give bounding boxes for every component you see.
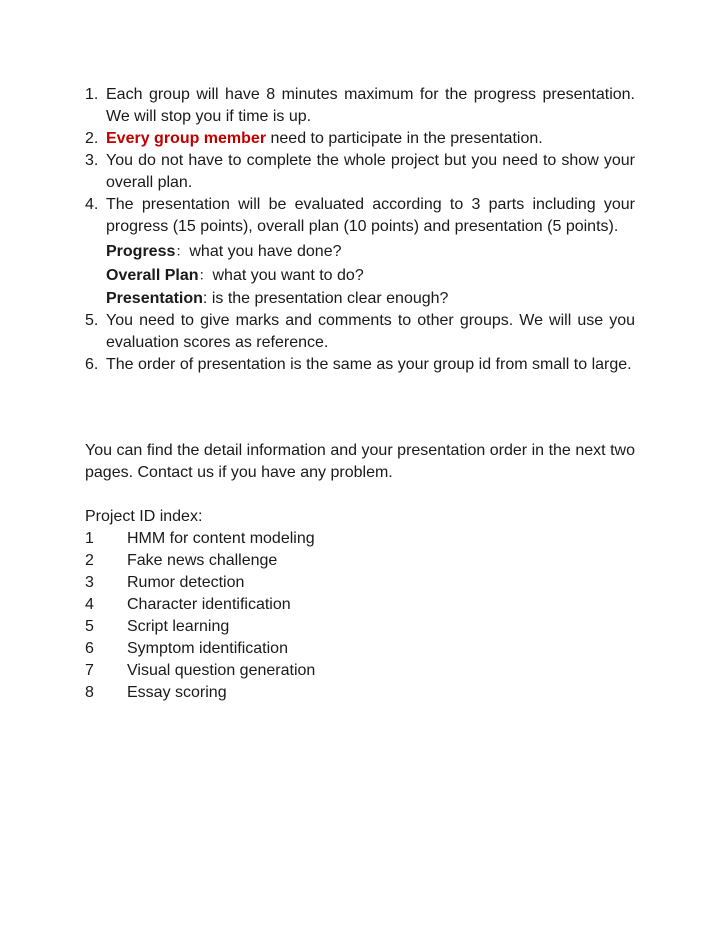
rule-item — [85, 128, 635, 150]
criterion-label: Presentation — [106, 290, 203, 307]
rule-text: The presentation will be evaluated according to 3 parts including your progress (15 points), overall plan (10 points) and presentation (5 points). — [106, 196, 635, 235]
rules-list — [85, 84, 635, 376]
rule-number: 2. — [85, 130, 99, 147]
criterion-separator: ： — [198, 268, 213, 284]
project-name: Visual question generation — [127, 662, 316, 679]
project-row — [85, 550, 485, 572]
criteria-list — [106, 240, 635, 310]
project-id: 7 — [85, 662, 94, 679]
project-id: 1 — [85, 530, 94, 547]
project-name: Rumor detection — [127, 574, 245, 591]
project-row — [85, 660, 485, 682]
project-id: 6 — [85, 640, 94, 657]
info-paragraph: You can find the detail information and your presentation order in the next two pages. Contact us if you have any problem. — [85, 442, 635, 481]
project-id: 8 — [85, 684, 94, 701]
project-row — [85, 638, 485, 660]
criterion-label: Progress — [106, 243, 176, 260]
rule-item — [85, 150, 635, 194]
rule-number: 3. — [85, 152, 99, 169]
project-id: 4 — [85, 596, 94, 613]
rule-item — [85, 310, 635, 354]
criterion-presentation — [106, 288, 635, 310]
rule-text: need to participate in the presentation. — [266, 130, 543, 147]
criterion-text: what you want to do? — [212, 267, 364, 284]
rule-number: 5. — [85, 312, 99, 329]
rule-highlight-text: Every group member — [106, 130, 267, 147]
project-id: 3 — [85, 574, 94, 591]
rule-text: The order of presentation is the same as your group id from small to large. — [106, 356, 632, 373]
rule-number: 4. — [85, 196, 99, 213]
criterion-text: is the presentation clear enough? — [207, 290, 449, 307]
project-name: HMM for content modeling — [127, 530, 315, 547]
rule-text: You do not have to complete the whole project but you need to show your overall plan. — [106, 152, 635, 191]
project-name: Symptom identification — [127, 640, 288, 657]
project-name: Essay scoring — [127, 684, 227, 701]
project-index-title: Project ID index: — [85, 508, 203, 525]
project-index-list — [85, 528, 485, 704]
criterion-separator: : — [202, 290, 208, 307]
rule-text: Each group will have 8 minutes maximum for the progress presentation. We will stop you if time is up. — [106, 86, 635, 125]
project-row — [85, 616, 485, 638]
project-name: Fake news challenge — [127, 552, 278, 569]
project-row — [85, 594, 485, 616]
project-id: 2 — [85, 552, 94, 569]
project-row — [85, 572, 485, 594]
criterion-label: Overall Plan — [106, 267, 199, 284]
criterion-text: what you have done? — [189, 243, 342, 260]
project-name: Script learning — [127, 618, 230, 635]
rule-text: You need to give marks and comments to other groups. We will use you evaluation scores as reference. — [106, 312, 635, 351]
project-id: 5 — [85, 618, 94, 635]
project-row — [85, 682, 485, 704]
criterion-overall-plan — [106, 264, 635, 288]
rule-item — [85, 84, 635, 128]
criterion-progress — [106, 240, 635, 264]
project-row — [85, 528, 485, 550]
rule-number: 6. — [85, 356, 99, 373]
rule-item — [85, 354, 635, 376]
rule-number: 1. — [85, 86, 99, 103]
rule-item — [85, 194, 635, 310]
criterion-separator: ： — [175, 244, 190, 260]
project-name: Character identification — [127, 596, 291, 613]
